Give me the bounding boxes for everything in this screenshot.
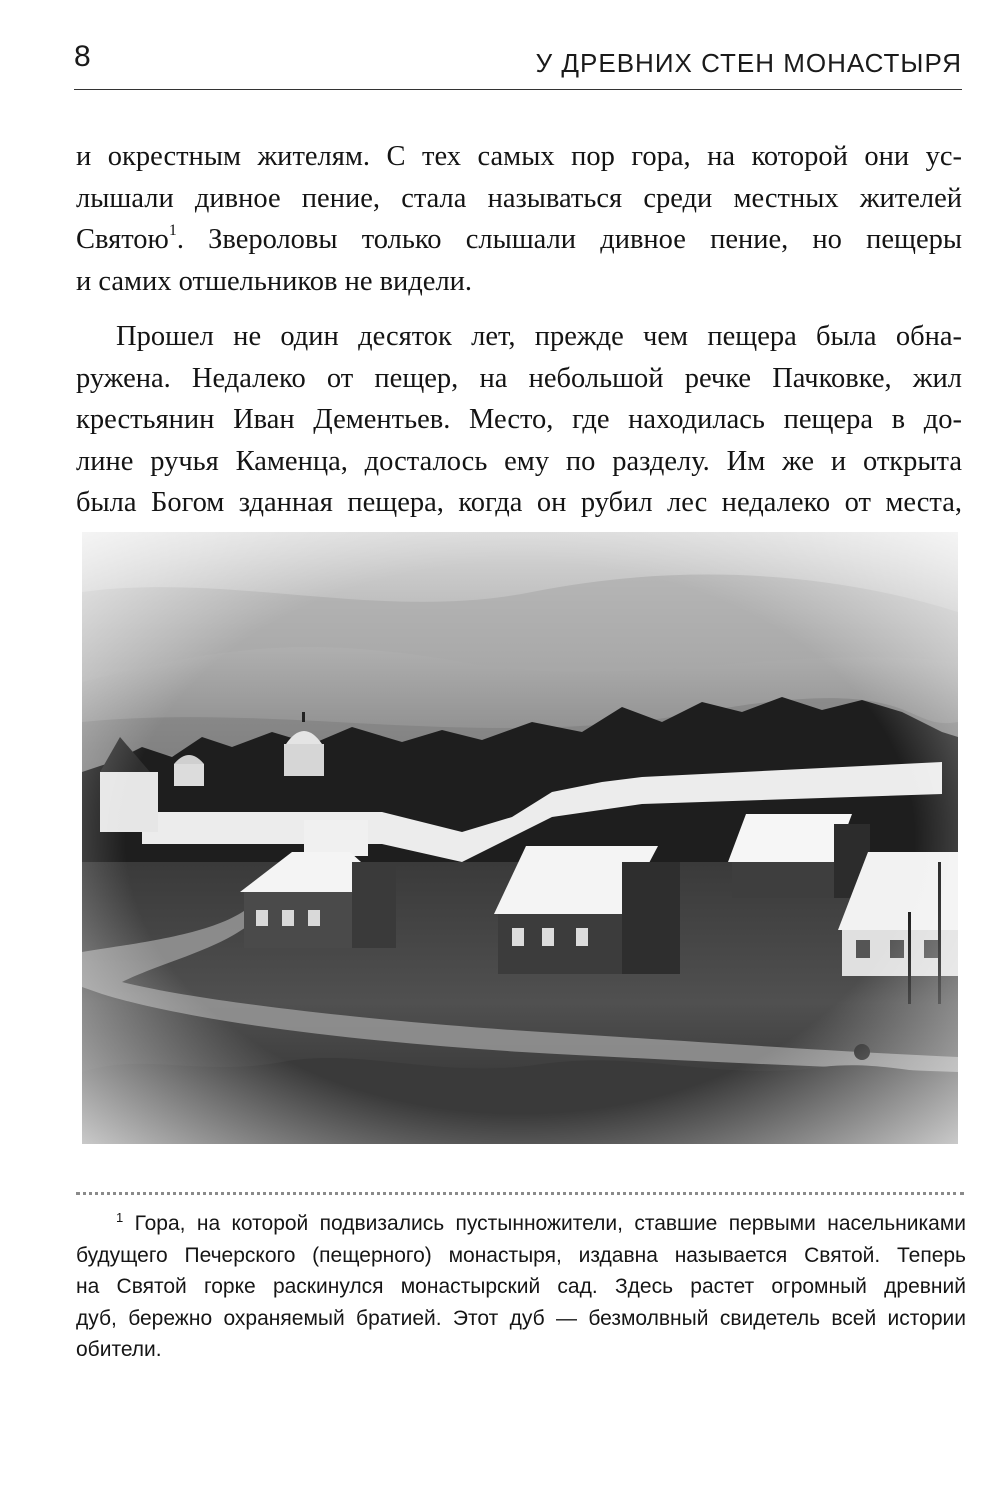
body-line: и окрестным жителям. С тех самых пор гора, на которой они ус-	[76, 141, 962, 172]
footnote-line: будущего Печерского (пещерного) монастыря, издавна называется Святой. Теперь	[76, 1243, 966, 1267]
footnote-line	[76, 1208, 966, 1240]
body-line: лышали дивное пение, стала называться среди местных жителей	[76, 182, 962, 214]
photo-illustration	[82, 532, 958, 1144]
header-rule	[74, 89, 962, 90]
body-line: лине ручья Каменца, досталось ему по разделу. Им же и открыта	[76, 445, 962, 477]
footnote-line: дуб, бережно охраняемый братией. Этот дуб — безмолвный свидетель всей истории	[76, 1306, 966, 1330]
body-line	[76, 219, 962, 261]
body-line: крестьянин Иван Дементьев. Место, где находилась пещера в до-	[76, 404, 962, 435]
footnote	[76, 1208, 966, 1366]
footnote-line: на Святой горке раскинулся монастырский сад. Здесь растет огромный древний	[76, 1275, 966, 1298]
body-line-part: . Звероловы только слышали дивное пение, но пещеры	[176, 224, 962, 255]
footnote-line: обители.	[76, 1338, 162, 1361]
body-line: и самих отшельников не видели.	[76, 265, 473, 297]
body-line: была Богом зданная пещера, когда он рубил лес недалеко от места,	[76, 487, 962, 518]
running-title: У ДРЕВНИХ СТЕН МОНАСТЫРЯ	[535, 48, 962, 78]
footnote-divider	[76, 1192, 964, 1195]
body-line: Прошел не один десяток лет, прежде чем пещера была обна-	[116, 321, 962, 352]
footnote-reference[interactable]: 1	[168, 222, 177, 239]
footnote-mark: 1	[116, 1210, 124, 1225]
body-line: ружена. Недалеко от пещер, на небольшой речке Пачковке, жил	[76, 362, 962, 394]
body-text	[76, 136, 962, 524]
page-number: 8	[74, 40, 91, 73]
body-line-part: Святою	[76, 224, 169, 255]
monastery-photograph	[82, 532, 958, 1144]
footnote-line-part: Гора, на которой подвизались пустынножители, ставшие первыми насельниками	[134, 1212, 966, 1235]
